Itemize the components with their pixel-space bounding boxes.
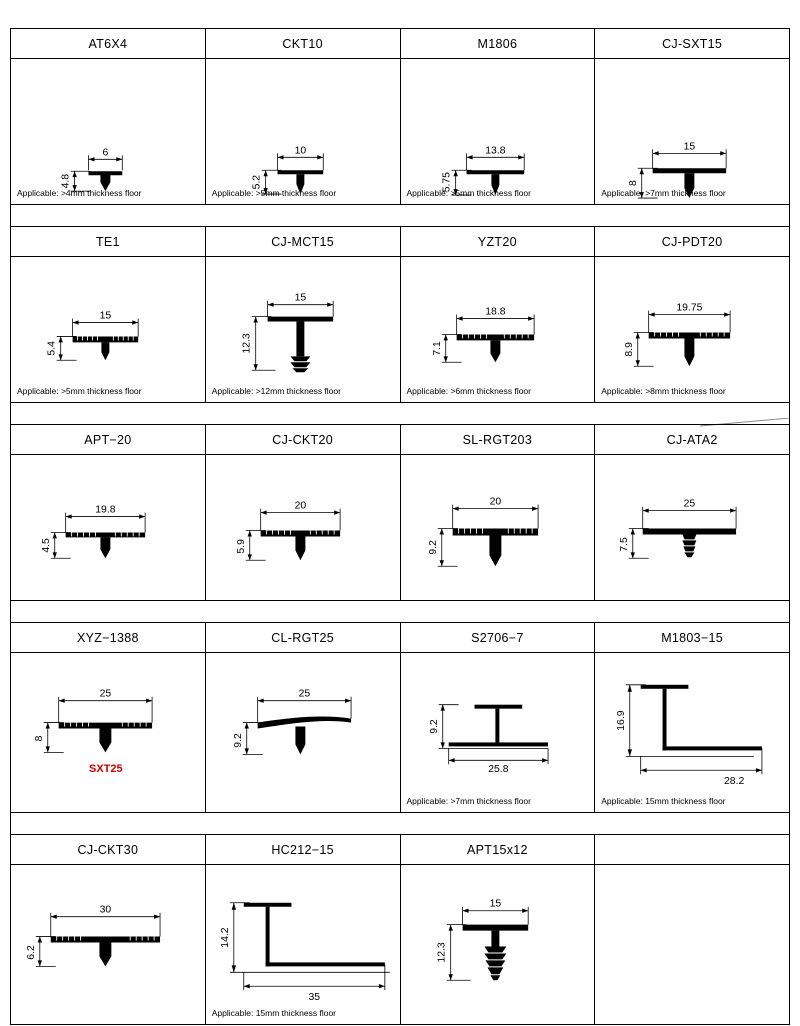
figure-row bbox=[11, 653, 790, 813]
header-cell bbox=[401, 227, 596, 257]
spacer-cell bbox=[11, 205, 790, 227]
header-row bbox=[11, 425, 790, 455]
profile-drawing bbox=[401, 59, 595, 204]
dim-height: 12.3 bbox=[436, 942, 448, 963]
header-cell-empty bbox=[595, 835, 790, 865]
dim-height: 9.2 bbox=[232, 733, 244, 748]
dim-width: 15 bbox=[489, 898, 501, 910]
profile-name: CJ-ATA2 bbox=[666, 432, 718, 447]
figure-cell bbox=[595, 455, 790, 601]
header-cell bbox=[401, 623, 596, 653]
profile-drawing bbox=[11, 865, 205, 1024]
figure-cell bbox=[11, 653, 206, 813]
profile-drawing bbox=[11, 257, 205, 402]
header-cell bbox=[206, 425, 401, 455]
dim-height: 16.9 bbox=[616, 710, 628, 731]
profile-name: APT−20 bbox=[84, 432, 132, 447]
profile-drawing bbox=[206, 653, 400, 812]
dim-width: 15 bbox=[683, 141, 696, 153]
profile-drawing bbox=[206, 865, 400, 1024]
applicable-note: Applicable: >5mm thickness floor bbox=[406, 187, 531, 198]
applicable-note: Applicable: >6mm thickness floor bbox=[406, 385, 531, 396]
figure-cell bbox=[401, 653, 596, 813]
figure-cell bbox=[595, 59, 790, 205]
header-cell bbox=[206, 835, 401, 865]
dim-height: 4.5 bbox=[40, 538, 52, 553]
header-cell bbox=[595, 425, 790, 455]
header-cell bbox=[595, 227, 790, 257]
dim-width: 19.75 bbox=[676, 302, 703, 314]
profile-grid bbox=[10, 28, 790, 1025]
header-cell bbox=[11, 425, 206, 455]
dim-height: 12.3 bbox=[241, 333, 253, 354]
figure-cell bbox=[401, 455, 596, 601]
dim-height: 5.75 bbox=[441, 172, 453, 193]
dim-width: 15 bbox=[294, 292, 306, 304]
applicable-note: Applicable: >4mm thickness floor bbox=[17, 187, 142, 198]
figure-cell bbox=[401, 865, 596, 1025]
header-row bbox=[11, 623, 790, 653]
applicable-note: Applicable: >7mm thickness floor bbox=[406, 795, 531, 806]
figure-cell bbox=[401, 257, 596, 403]
applicable-note: Applicable: 15mm thickness floor bbox=[211, 1007, 337, 1018]
figure-cell bbox=[206, 653, 401, 813]
spacer-row bbox=[11, 601, 790, 623]
figure-row bbox=[11, 865, 790, 1025]
profile-drawing bbox=[206, 257, 400, 402]
spacer-row bbox=[11, 205, 790, 227]
profile-name: CJ-CKT20 bbox=[272, 432, 333, 447]
dim-height: 9.2 bbox=[428, 719, 440, 734]
dim-height: 8 bbox=[33, 735, 45, 742]
profile-name: YZT20 bbox=[477, 234, 517, 249]
figure-row bbox=[11, 257, 790, 403]
header-cell bbox=[401, 835, 596, 865]
profile-drawing bbox=[595, 257, 789, 402]
figure-cell bbox=[11, 257, 206, 403]
figure-cell bbox=[206, 455, 401, 601]
dim-height: 7.5 bbox=[619, 537, 631, 552]
header-cell bbox=[595, 29, 790, 59]
profile-drawing bbox=[595, 653, 789, 812]
profile-name: HC212−15 bbox=[271, 842, 334, 857]
header-row bbox=[11, 835, 790, 865]
spacer-row bbox=[11, 813, 790, 835]
profile-name: CJ-SXT15 bbox=[662, 36, 723, 51]
figure-cell bbox=[206, 865, 401, 1025]
spacer-row bbox=[11, 403, 790, 425]
dim-width: 10 bbox=[294, 145, 306, 157]
profile-drawing bbox=[595, 455, 789, 600]
profile-name: XYZ−1388 bbox=[76, 630, 139, 645]
figure-cell bbox=[206, 59, 401, 205]
header-cell bbox=[11, 29, 206, 59]
dim-height: 7.1 bbox=[431, 341, 443, 356]
dim-height: 6.2 bbox=[25, 945, 37, 960]
dim-width: 30 bbox=[99, 904, 112, 916]
figure-cell bbox=[11, 455, 206, 601]
profile-name: TE1 bbox=[95, 234, 120, 249]
spacer-cell bbox=[11, 813, 790, 835]
dim-width: 6 bbox=[102, 147, 109, 159]
applicable-note: Applicable: >5mm thickness floor bbox=[211, 187, 337, 198]
header-cell bbox=[11, 227, 206, 257]
dim-height: 5.9 bbox=[235, 539, 247, 554]
header-cell bbox=[11, 835, 206, 865]
dim-width: 25 bbox=[99, 688, 112, 700]
profile-name: M1803−15 bbox=[661, 630, 724, 645]
profile-drawing bbox=[206, 59, 400, 204]
header-cell bbox=[206, 227, 401, 257]
figure-cell bbox=[11, 59, 206, 205]
profile-name: CJ-PDT20 bbox=[661, 234, 723, 249]
profile-drawing bbox=[11, 653, 205, 812]
profile-drawing bbox=[401, 865, 595, 1024]
applicable-note: Applicable: 15mm thickness floor bbox=[601, 795, 726, 806]
dim-width: 28.2 bbox=[724, 776, 745, 788]
profile-drawing bbox=[401, 257, 595, 402]
applicable-note: Applicable: >12mm thickness floor bbox=[211, 385, 341, 396]
profile-name: CJ-MCT15 bbox=[271, 234, 335, 249]
profile-name: SL-RGT203 bbox=[462, 432, 533, 447]
dim-width: 35 bbox=[308, 992, 320, 1004]
figure-cell bbox=[401, 59, 596, 205]
header-row bbox=[11, 227, 790, 257]
header-cell bbox=[11, 623, 206, 653]
header-cell bbox=[206, 29, 401, 59]
dim-width: 15 bbox=[99, 310, 112, 322]
profile-name: AT6X4 bbox=[88, 36, 128, 51]
profile-drawing bbox=[11, 455, 205, 600]
red-label: SXT25 bbox=[89, 763, 123, 775]
profile-drawing bbox=[401, 653, 595, 812]
figure-row bbox=[11, 59, 790, 205]
figure-cell bbox=[595, 653, 790, 813]
dim-width: 18.8 bbox=[484, 306, 506, 318]
dim-height: 8 bbox=[628, 180, 640, 187]
dim-height: 5.4 bbox=[46, 341, 58, 356]
figure-cell bbox=[11, 865, 206, 1025]
profile-name: CL-RGT25 bbox=[271, 630, 335, 645]
profile-name: S2706−7 bbox=[471, 630, 524, 645]
profile-name: CJ-CKT30 bbox=[77, 842, 139, 857]
profile-drawing bbox=[11, 59, 205, 204]
dim-width: 25 bbox=[298, 688, 310, 700]
figure-cell bbox=[595, 257, 790, 403]
applicable-note: Applicable: >5mm thickness floor bbox=[17, 385, 142, 396]
spacer-cell bbox=[11, 601, 790, 623]
profile-name: M1806 bbox=[477, 36, 518, 51]
dim-height: 5.2 bbox=[251, 174, 263, 190]
header-cell bbox=[401, 425, 596, 455]
dim-height: 9.2 bbox=[427, 540, 439, 555]
dim-width: 20 bbox=[489, 496, 501, 508]
dim-width: 13.8 bbox=[484, 145, 506, 157]
applicable-note: Applicable: >8mm thickness floor bbox=[601, 385, 726, 396]
dim-width: 25 bbox=[683, 498, 696, 510]
header-cell bbox=[206, 623, 401, 653]
figure-cell-empty bbox=[595, 865, 790, 1025]
applicable-note: Applicable: >7mm thickness floor bbox=[601, 187, 726, 198]
figure-row bbox=[11, 455, 790, 601]
dim-width: 19.8 bbox=[95, 504, 116, 516]
profile-drawing bbox=[401, 455, 595, 600]
profile-name: CKT10 bbox=[282, 36, 323, 51]
dim-width: 20 bbox=[294, 500, 306, 512]
profile-drawing bbox=[595, 59, 789, 204]
dim-height: 14.2 bbox=[219, 927, 231, 948]
dim-width: 25.8 bbox=[487, 764, 509, 776]
dim-height: 4.8 bbox=[60, 173, 72, 189]
header-cell bbox=[401, 29, 596, 59]
header-row bbox=[11, 29, 790, 59]
figure-cell bbox=[206, 257, 401, 403]
header-cell bbox=[595, 623, 790, 653]
profile-drawing bbox=[206, 455, 400, 600]
profile-name: APT15x12 bbox=[466, 842, 528, 857]
spacer-cell bbox=[11, 403, 790, 425]
dim-height: 8.9 bbox=[624, 342, 636, 357]
